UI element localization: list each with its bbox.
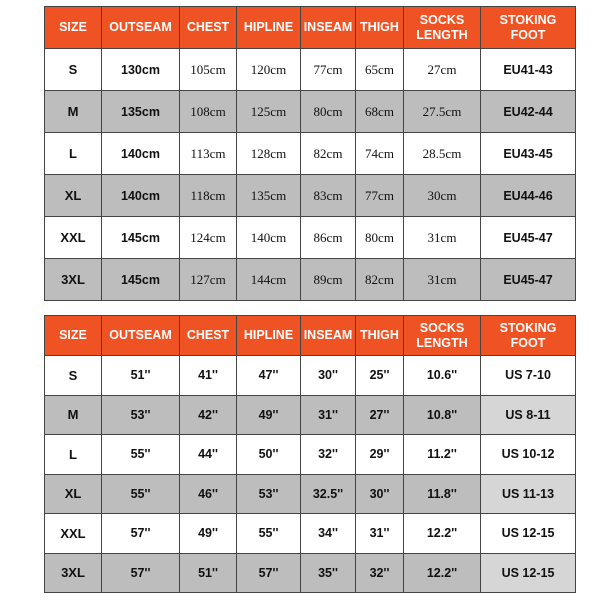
inch-cell-outseam: 55'' xyxy=(102,435,180,475)
table-row xyxy=(45,259,576,301)
cm-cell-chest: 108cm xyxy=(180,91,237,133)
cm-cell-chest: 113cm xyxy=(180,133,237,175)
size-chart-inch-table xyxy=(44,315,576,593)
inch-header-outseam: OUTSEAM xyxy=(102,316,180,356)
cm-cell-inseam: 83cm xyxy=(301,175,356,217)
inch-cell-thigh: 30'' xyxy=(356,474,404,514)
table-row xyxy=(45,91,576,133)
table-row xyxy=(45,395,576,435)
inch-cell-stoking-foot: US 12-15 xyxy=(481,514,576,554)
cm-cell-socks-length: 27.5cm xyxy=(404,91,481,133)
cm-cell-stoking-foot: EU45-47 xyxy=(481,217,576,259)
inch-cell-stoking-foot: US 8-11 xyxy=(481,395,576,435)
cm-cell-thigh: 74cm xyxy=(356,133,404,175)
inch-cell-hipline: 47'' xyxy=(237,356,301,396)
cm-cell-size: M xyxy=(45,91,102,133)
inch-header-inseam: INSEAM xyxy=(301,316,356,356)
inch-cell-chest: 51'' xyxy=(180,553,237,593)
header-row-cm xyxy=(45,7,576,49)
cm-cell-socks-length: 28.5cm xyxy=(404,133,481,175)
inch-cell-inseam: 34'' xyxy=(301,514,356,554)
inch-cell-thigh: 25'' xyxy=(356,356,404,396)
cm-cell-stoking-foot: EU44-46 xyxy=(481,175,576,217)
cm-cell-socks-length: 31cm xyxy=(404,217,481,259)
inch-cell-socks-length: 10.8'' xyxy=(404,395,481,435)
cm-cell-stoking-foot: EU45-47 xyxy=(481,259,576,301)
inch-cell-socks-length: 12.2'' xyxy=(404,514,481,554)
inch-cell-thigh: 27'' xyxy=(356,395,404,435)
cm-cell-inseam: 86cm xyxy=(301,217,356,259)
inch-cell-stoking-foot: US 11-13 xyxy=(481,474,576,514)
cm-cell-chest: 118cm xyxy=(180,175,237,217)
inch-cell-inseam: 32.5'' xyxy=(301,474,356,514)
inch-cell-outseam: 53'' xyxy=(102,395,180,435)
table-row xyxy=(45,175,576,217)
inch-cell-stoking-foot: US 10-12 xyxy=(481,435,576,475)
cm-cell-stoking-foot: EU43-45 xyxy=(481,133,576,175)
cm-cell-outseam: 130cm xyxy=(102,49,180,91)
cm-cell-hipline: 140cm xyxy=(237,217,301,259)
header-row-inch xyxy=(45,316,576,356)
cm-cell-outseam: 140cm xyxy=(102,133,180,175)
inch-cell-socks-length: 10.6'' xyxy=(404,356,481,396)
inch-cell-thigh: 32'' xyxy=(356,553,404,593)
inch-header-chest: CHEST xyxy=(180,316,237,356)
cm-header-hipline: HIPLINE xyxy=(237,7,301,49)
inch-cell-inseam: 35'' xyxy=(301,553,356,593)
cm-cell-inseam: 80cm xyxy=(301,91,356,133)
inch-cell-outseam: 57'' xyxy=(102,514,180,554)
cm-cell-hipline: 135cm xyxy=(237,175,301,217)
cm-cell-socks-length: 30cm xyxy=(404,175,481,217)
inch-cell-chest: 44'' xyxy=(180,435,237,475)
cm-cell-socks-length: 31cm xyxy=(404,259,481,301)
table-row xyxy=(45,474,576,514)
inch-cell-socks-length: 11.8'' xyxy=(404,474,481,514)
cm-cell-stoking-foot: EU42-44 xyxy=(481,91,576,133)
cm-header-size: SIZE xyxy=(45,7,102,49)
cm-cell-chest: 127cm xyxy=(180,259,237,301)
inch-cell-thigh: 31'' xyxy=(356,514,404,554)
inch-cell-hipline: 50'' xyxy=(237,435,301,475)
cm-cell-size: XL xyxy=(45,175,102,217)
table-row xyxy=(45,356,576,396)
cm-header-chest: CHEST xyxy=(180,7,237,49)
inch-cell-size: L xyxy=(45,435,102,475)
cm-cell-size: L xyxy=(45,133,102,175)
cm-cell-inseam: 89cm xyxy=(301,259,356,301)
inch-header-socks-length: SOCKS LENGTH xyxy=(404,316,481,356)
cm-cell-thigh: 77cm xyxy=(356,175,404,217)
inch-header-size: SIZE xyxy=(45,316,102,356)
cm-cell-outseam: 140cm xyxy=(102,175,180,217)
inch-cell-hipline: 57'' xyxy=(237,553,301,593)
cm-cell-stoking-foot: EU41-43 xyxy=(481,49,576,91)
inch-cell-outseam: 57'' xyxy=(102,553,180,593)
table-row xyxy=(45,435,576,475)
inch-cell-chest: 49'' xyxy=(180,514,237,554)
cm-cell-socks-length: 27cm xyxy=(404,49,481,91)
inch-cell-chest: 46'' xyxy=(180,474,237,514)
cm-cell-size: XXL xyxy=(45,217,102,259)
table-row xyxy=(45,49,576,91)
inch-cell-inseam: 31'' xyxy=(301,395,356,435)
cm-cell-hipline: 125cm xyxy=(237,91,301,133)
inch-cell-hipline: 55'' xyxy=(237,514,301,554)
cm-cell-size: 3XL xyxy=(45,259,102,301)
cm-cell-thigh: 80cm xyxy=(356,217,404,259)
inch-cell-hipline: 49'' xyxy=(237,395,301,435)
size-chart-cm-table xyxy=(44,6,576,301)
cm-cell-outseam: 145cm xyxy=(102,259,180,301)
cm-cell-inseam: 77cm xyxy=(301,49,356,91)
inch-cell-chest: 42'' xyxy=(180,395,237,435)
inch-cell-hipline: 53'' xyxy=(237,474,301,514)
inch-cell-chest: 41'' xyxy=(180,356,237,396)
cm-cell-outseam: 145cm xyxy=(102,217,180,259)
inch-header-hipline: HIPLINE xyxy=(237,316,301,356)
inch-cell-size: M xyxy=(45,395,102,435)
inch-cell-socks-length: 11.2'' xyxy=(404,435,481,475)
cm-cell-thigh: 65cm xyxy=(356,49,404,91)
cm-cell-hipline: 128cm xyxy=(237,133,301,175)
table-row xyxy=(45,553,576,593)
cm-cell-hipline: 120cm xyxy=(237,49,301,91)
cm-cell-hipline: 144cm xyxy=(237,259,301,301)
cm-header-socks-length: SOCKS LENGTH xyxy=(404,7,481,49)
cm-cell-chest: 124cm xyxy=(180,217,237,259)
inch-cell-stoking-foot: US 7-10 xyxy=(481,356,576,396)
table-row xyxy=(45,217,576,259)
inch-cell-stoking-foot: US 12-15 xyxy=(481,553,576,593)
inch-header-stoking-foot: STOKING FOOT xyxy=(481,316,576,356)
inch-cell-size: 3XL xyxy=(45,553,102,593)
cm-header-stoking-foot: STOKING FOOT xyxy=(481,7,576,49)
inch-cell-size: XXL xyxy=(45,514,102,554)
inch-cell-socks-length: 12.2'' xyxy=(404,553,481,593)
cm-header-inseam: INSEAM xyxy=(301,7,356,49)
cm-header-outseam: OUTSEAM xyxy=(102,7,180,49)
inch-cell-inseam: 32'' xyxy=(301,435,356,475)
cm-cell-size: S xyxy=(45,49,102,91)
cm-cell-thigh: 82cm xyxy=(356,259,404,301)
inch-cell-outseam: 51'' xyxy=(102,356,180,396)
cm-cell-chest: 105cm xyxy=(180,49,237,91)
inch-header-thigh: THIGH xyxy=(356,316,404,356)
table-row xyxy=(45,514,576,554)
cm-cell-inseam: 82cm xyxy=(301,133,356,175)
cm-header-thigh: THIGH xyxy=(356,7,404,49)
inch-cell-size: XL xyxy=(45,474,102,514)
cm-cell-thigh: 68cm xyxy=(356,91,404,133)
inch-cell-outseam: 55'' xyxy=(102,474,180,514)
inch-cell-size: S xyxy=(45,356,102,396)
inch-cell-thigh: 29'' xyxy=(356,435,404,475)
inch-cell-inseam: 30'' xyxy=(301,356,356,396)
table-row xyxy=(45,133,576,175)
cm-cell-outseam: 135cm xyxy=(102,91,180,133)
